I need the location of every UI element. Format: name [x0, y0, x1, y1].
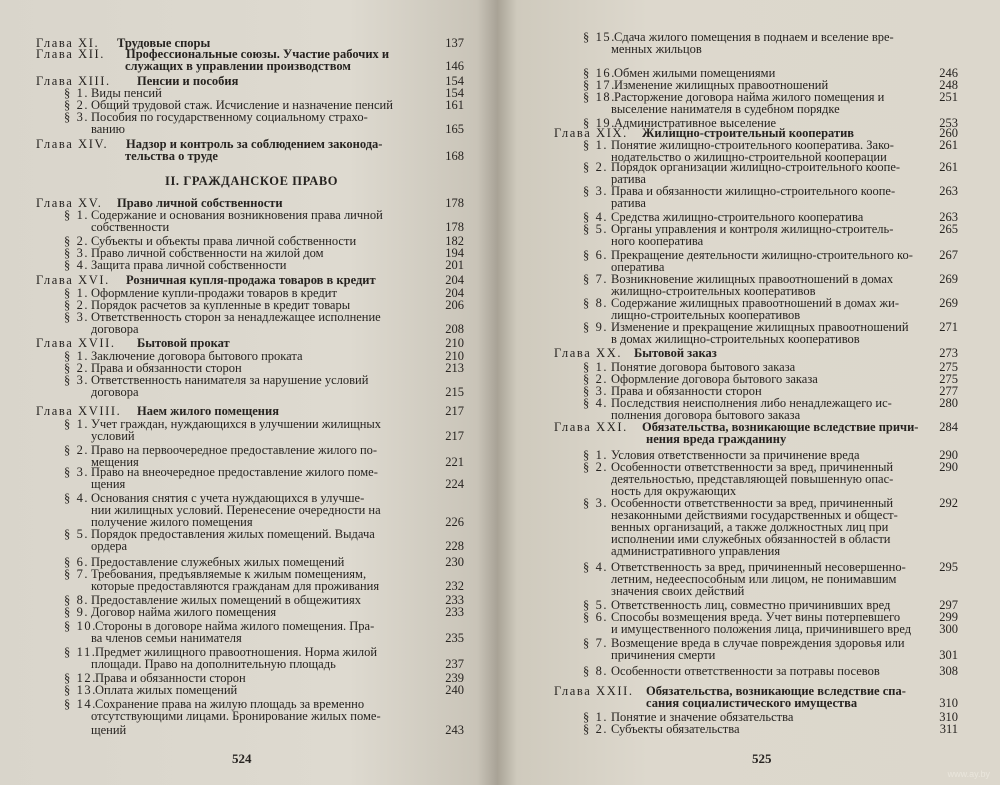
page-reference: 269 — [939, 272, 958, 286]
section-label: § 2. — [64, 443, 90, 457]
entry-title: Право личной собственности на жилой дом — [91, 246, 324, 260]
page-reference: 310 — [939, 710, 958, 724]
entry-title: Ответственность сторон за ненадлежащее исполнение — [91, 310, 381, 324]
page-reference: 261 — [939, 160, 958, 174]
entry-title: Понятие жилищно-строительного кооператива. Зако- — [611, 138, 894, 152]
entry-title: Стороны в договоре найма жилого помещения. Пра- — [95, 619, 375, 633]
entry-title: Предоставление служебных жилых помещений — [91, 555, 345, 569]
page-reference: 235 — [445, 631, 464, 645]
section-label: § 5. — [583, 598, 609, 612]
chapter-label: Глава XVII. — [36, 336, 116, 350]
entry-title: договора — [91, 385, 139, 399]
section-label: § 17. — [583, 78, 616, 92]
entry-title: Розничная купля-продажа товаров в кредит — [126, 273, 376, 287]
entry-title: Понятие договора бытового заказа — [611, 360, 796, 374]
entry-title: Расторжение договора найма жилого помещения и — [614, 90, 885, 104]
entry-title: Ответственность лиц, совместно причинивших вред — [611, 598, 891, 612]
entry-title: которые предоставляются гражданам для проживания — [91, 579, 380, 593]
page-reference: 201 — [445, 258, 464, 272]
toc-entry — [36, 274, 376, 286]
entry-title: Порядок предоставления жилых помещений. Выдача — [91, 527, 375, 541]
entry-title: нии жилищных условий. Перенесение очередности на — [91, 503, 381, 517]
page-reference: 246 — [939, 66, 958, 80]
section-label: § 7. — [64, 567, 90, 581]
entry-title: Субъекты обязательства — [611, 722, 740, 736]
entry-title: щений — [91, 723, 127, 737]
toc-entry — [646, 433, 786, 445]
entry-title: получение жилого помещения — [91, 515, 253, 529]
section-label: § 2. — [64, 361, 90, 375]
entry-title: Сдача жилого помещения в поднаем и вселение вре- — [614, 30, 894, 44]
page-reference: 295 — [939, 560, 958, 574]
entry-title: Заключение договора бытового проката — [91, 349, 303, 363]
toc-entry — [91, 632, 242, 644]
entry-title: Прекращение деятельности жилищно-строительного ко- — [611, 248, 913, 262]
entry-title: Последствия неисполнения либо ненадлежащего ис- — [611, 396, 892, 410]
toc-entry — [64, 606, 276, 618]
entry-title: щения — [91, 477, 126, 491]
toc-entry — [91, 323, 139, 335]
entry-title: мещения — [91, 455, 139, 469]
entry-title: исполнении ими служебных обязанностей в области — [611, 532, 891, 546]
page-reference: 251 — [939, 90, 958, 104]
chapter-label: Глава XIV. — [36, 137, 109, 151]
entry-title: Право на внеочередное предоставление жилого поме- — [91, 465, 378, 479]
section-label: § 7. — [583, 636, 609, 650]
page-reference: 253 — [939, 116, 958, 130]
entry-title: лищно-строительных кооперативов — [611, 308, 801, 322]
entry-title: Органы управления и контроля жилищно-строитель- — [611, 222, 894, 236]
section-label: § 14. — [64, 697, 97, 711]
section-label: § 4. — [583, 396, 609, 410]
entry-title: условий — [91, 429, 135, 443]
entry-title: площади. Право на дополнительную площадь — [91, 657, 336, 671]
section-label: § 1. — [583, 448, 609, 462]
entry-title: договора — [91, 322, 139, 336]
section-label: § 9. — [583, 320, 609, 334]
chapter-label: Глава XVI. — [36, 273, 110, 287]
page-reference: 297 — [939, 598, 958, 612]
entry-title: Содержание и основания возникновения права личной — [91, 208, 383, 222]
toc-entry — [611, 103, 840, 115]
section-label: § 7. — [583, 272, 609, 286]
toc-entry — [64, 259, 286, 271]
page-reference: 308 — [939, 664, 958, 678]
section-label: § 2. — [583, 160, 609, 174]
section-label: § 8. — [583, 664, 609, 678]
page-reference: 217 — [445, 429, 464, 443]
section-label: § 6. — [583, 610, 609, 624]
page-reference: 290 — [939, 448, 958, 462]
section-label: § 4. — [583, 210, 609, 224]
entry-title: административного управления — [611, 544, 781, 558]
entry-title: деятельностью, представляющей повышенную опас- — [611, 472, 894, 486]
page-reference: 232 — [445, 579, 464, 593]
section-label: § 3. — [64, 310, 90, 324]
section-label: § 5. — [64, 527, 90, 541]
chapter-label: Глава XXII. — [554, 684, 634, 698]
entry-title: Жилищно-строительный кооператив — [642, 126, 855, 140]
entry-title: Виды пенсий — [91, 86, 162, 100]
entry-title: Пенсии и пособия — [137, 74, 239, 88]
page-reference: 311 — [939, 722, 958, 736]
section-label: § 15. — [583, 30, 616, 44]
section-label: § 3. — [64, 465, 90, 479]
page-reference: 277 — [939, 384, 958, 398]
page-reference: 204 — [445, 286, 464, 300]
entry-title: Ответственность нанимателя за нарушение условий — [91, 373, 369, 387]
section-label: § 18. — [583, 90, 616, 104]
section-label: § 6. — [64, 555, 90, 569]
page-number-left: 524 — [232, 751, 252, 766]
toc-entry — [36, 337, 230, 349]
section-label: § 1. — [64, 86, 90, 100]
entry-title: причинения смерти — [611, 648, 716, 662]
toc-entry — [611, 585, 744, 597]
entry-title: Предоставление жилых помещений в общежитиях — [91, 593, 362, 607]
page-reference: 260 — [939, 126, 958, 140]
page-reference: 271 — [939, 320, 958, 334]
entry-title: Права и обязанности сторон — [95, 671, 246, 685]
entry-title: Обязательства, возникающие вследствие причи- — [642, 420, 919, 434]
entry-title: ванию — [91, 122, 126, 136]
page-reference: 194 — [445, 246, 464, 260]
section-label: § 2. — [583, 460, 609, 474]
page-reference: 233 — [445, 605, 464, 619]
entry-title: Общий трудовой стаж. Исчисление и назначение пенсий — [91, 98, 393, 112]
section-label: § 3. — [583, 184, 609, 198]
left-page — [0, 0, 497, 785]
page-reference: 301 — [939, 648, 958, 662]
entry-title: Предмет жилищного правоотношения. Норма жилой — [95, 645, 378, 659]
entry-title: Особенности ответственности за вред, причиненный — [611, 460, 894, 474]
entry-title: ного кооператива — [611, 234, 704, 248]
page-reference: 228 — [445, 539, 464, 553]
entry-title: Изменение и прекращение жилищных правоотношений — [611, 320, 909, 334]
entry-title: Порядок расчетов за купленные в кредит товары — [91, 298, 351, 312]
toc-entry — [611, 649, 715, 661]
entry-title: летним, недееспособным или лицом, не понимавшим — [611, 572, 897, 586]
entry-title: Сохранение права на жилую площадь за временно — [95, 697, 365, 711]
toc-entry — [611, 333, 860, 345]
page-reference: 267 — [939, 248, 958, 262]
toc-entry — [91, 386, 139, 398]
entry-title: и имущественного положения лица, причинившего вред — [611, 622, 912, 636]
watermark: www.ay.by — [947, 769, 990, 779]
entry-title: Субъекты и объекты права личной собственности — [91, 234, 357, 248]
entry-title: ратива — [611, 172, 646, 186]
entry-title: Административное выселение — [614, 116, 777, 130]
chapter-label: Глава XIX. — [554, 126, 628, 140]
right-page — [497, 0, 1000, 785]
entry-title: венных организаций, а также должностных лиц при — [611, 520, 889, 534]
entry-title: Особенности ответственности за потравы посевов — [611, 664, 880, 678]
page-reference: 275 — [939, 372, 958, 386]
page-reference: 224 — [445, 477, 464, 491]
entry-title: Оформление договора бытового заказа — [611, 372, 818, 386]
toc-entry — [583, 723, 740, 735]
section-label: § 6. — [583, 248, 609, 262]
entry-title: тельства о труде — [125, 149, 218, 163]
toc-entry — [125, 150, 218, 162]
section-label: § 1. — [583, 360, 609, 374]
page-reference: 168 — [445, 149, 464, 163]
entry-title: Понятие и значение обязательства — [611, 710, 794, 724]
page-reference: 299 — [939, 610, 958, 624]
toc-entry — [64, 684, 237, 696]
page-reference: 206 — [445, 298, 464, 312]
entry-title: нодательство о жилищно-строительной кооперации — [611, 150, 887, 164]
entry-title: собственности — [91, 220, 170, 234]
entry-title: Бытовой прокат — [137, 336, 230, 350]
page-reference: 292 — [939, 496, 958, 510]
entry-title: Обмен жилыми помещениями — [614, 66, 776, 80]
page-reference: 178 — [445, 220, 464, 234]
page-reference: 263 — [939, 184, 958, 198]
entry-title: Особенности ответственности за вред, причиненный — [611, 496, 894, 510]
page-reference: 154 — [445, 86, 464, 100]
entry-title: Оформление купли-продажи товаров в кредит — [91, 286, 337, 300]
entry-title: Условия ответственности за причинение вреда — [611, 448, 860, 462]
entry-title: Требования, предъявляемые к жилым помещениям, — [91, 567, 367, 581]
entry-title: Ответственность за вред, причиненный несовершенно- — [611, 560, 906, 574]
page-reference: 213 — [445, 361, 464, 375]
page-reference: 230 — [445, 555, 464, 569]
chapter-label: Глава XIII. — [36, 74, 111, 88]
page-reference: 217 — [445, 404, 464, 418]
entry-title: Наем жилого помещения — [137, 404, 279, 418]
entry-title: ва членов семьи нанимателя — [91, 631, 242, 645]
toc-entry — [91, 540, 127, 552]
page-reference: 265 — [939, 222, 958, 236]
section-label: § 19. — [583, 116, 616, 130]
entry-title: Изменение жилищных правоотношений — [614, 78, 829, 92]
entry-title: Профессиональные союзы. Участие рабочих и — [126, 47, 390, 61]
page-reference: 284 — [939, 420, 958, 434]
toc-entry — [646, 697, 857, 709]
page-reference: 161 — [445, 98, 464, 112]
page-reference: 275 — [939, 360, 958, 374]
entry-title: Права и обязанности сторон — [611, 384, 762, 398]
page-reference: 239 — [445, 671, 464, 685]
entry-title: Учет граждан, нуждающихся в улучшении жилищных — [91, 417, 382, 431]
page-reference: 215 — [445, 385, 464, 399]
entry-title: Права и обязанности сторон — [91, 361, 242, 375]
section-label: § 3. — [64, 246, 90, 260]
entry-title: ратива — [611, 196, 646, 210]
entry-title: служащих в управлении производством — [125, 59, 351, 73]
section-label: § 3. — [583, 384, 609, 398]
toc-entry — [91, 430, 135, 442]
entry-title: полнения договора бытового заказа — [611, 408, 801, 422]
entry-title: значения своих действий — [611, 584, 745, 598]
page-reference: 263 — [939, 210, 958, 224]
page-reference: 300 — [939, 622, 958, 636]
entry-title: Право на первоочередное предоставление жилого по- — [91, 443, 378, 457]
section-label: § 3. — [64, 373, 90, 387]
section-label: § 1. — [583, 710, 609, 724]
entry-title: ность для окружающих — [611, 484, 737, 498]
section-label: § 3. — [64, 110, 90, 124]
chapter-label: Глава XXI. — [554, 420, 628, 434]
chapter-label: Глава XX. — [554, 346, 623, 360]
page-reference: 226 — [445, 515, 464, 529]
section-label: § 1. — [64, 349, 90, 363]
entry-title: оператива — [611, 260, 665, 274]
entry-title: Право личной собственности — [117, 196, 283, 210]
entry-title: Порядок организации жилищно-строительного коопе- — [611, 160, 901, 174]
toc-entry — [91, 580, 379, 592]
section-label: § 2. — [64, 234, 90, 248]
section-label: § 9. — [64, 605, 90, 619]
chapter-label: Глава XV. — [36, 196, 103, 210]
page-reference: 178 — [445, 196, 464, 210]
page-reference: 280 — [939, 396, 958, 410]
entry-title: Оплата жилых помещений — [95, 683, 238, 697]
section-label: § 12. — [64, 671, 97, 685]
section-label: § 4. — [64, 491, 90, 505]
page-reference: 240 — [445, 683, 464, 697]
entry-title: в домах жилищно-строительных кооперативов — [611, 332, 860, 346]
entry-title: менных жильцов — [611, 42, 702, 56]
entry-title: Возмещение вреда в случае повреждения здоровья или — [611, 636, 905, 650]
entry-title: Способы возмещения вреда. Учет вины потерпевшего — [611, 610, 901, 624]
section-label: § 2. — [64, 98, 90, 112]
entry-title: сания социалистического имущества — [646, 696, 858, 710]
section-label: § 1. — [583, 138, 609, 152]
page-reference: 248 — [939, 78, 958, 92]
section-label: § 8. — [64, 593, 90, 607]
page-reference: 243 — [445, 723, 464, 737]
toc-entry — [611, 545, 780, 557]
section-label: § 1. — [64, 417, 90, 431]
toc-entry — [91, 123, 125, 135]
page-reference: 233 — [445, 593, 464, 607]
toc-entry — [554, 347, 717, 359]
toc-entry — [91, 478, 125, 490]
page-reference: 146 — [445, 59, 464, 73]
entry-title: Основания снятия с учета нуждающихся в улучше- — [91, 491, 365, 505]
section-heading: II. ГРАЖДАНСКОЕ ПРАВО — [165, 174, 339, 188]
toc-entry — [125, 60, 351, 72]
section-label: § 5. — [583, 222, 609, 236]
toc-entry — [91, 710, 381, 722]
chapter-label: Глава XI. — [36, 36, 100, 50]
entry-title: Обязательства, возникающие вследствие спа- — [646, 684, 906, 698]
page-reference: 290 — [939, 460, 958, 474]
section-label: § 8. — [583, 296, 609, 310]
page-reference: 273 — [939, 346, 958, 360]
entry-title: Надзор и контроль за соблюдением законода- — [126, 137, 383, 151]
page-reference: 237 — [445, 657, 464, 671]
page-number-right: 525 — [752, 751, 772, 766]
page-reference: 137 — [445, 36, 464, 50]
entry-title: жилищно-строительных кооперативов — [611, 284, 816, 298]
entry-title: Защита права личной собственности — [91, 258, 287, 272]
entry-title: Договор найма жилого помещения — [91, 605, 277, 619]
page-reference: 310 — [939, 696, 958, 710]
page-reference: 204 — [445, 273, 464, 287]
section-label: § 4. — [583, 560, 609, 574]
toc-entry — [91, 658, 336, 670]
section-label: § 11. — [64, 645, 97, 659]
chapter-label: Глава XII. — [36, 47, 105, 61]
toc-entry — [583, 665, 880, 677]
toc-entry — [91, 221, 169, 233]
page-reference: 210 — [445, 336, 464, 350]
entry-title: Возникновение жилищных правоотношений в домах — [611, 272, 894, 286]
toc-entry — [611, 623, 911, 635]
entry-title: Содержание жилищных правоотношений в домах жи- — [611, 296, 900, 310]
toc-entry — [611, 197, 646, 209]
toc-entry — [91, 724, 126, 736]
section-label: § 1. — [64, 208, 90, 222]
entry-title: выселение нанимателя в судебном порядке — [611, 102, 840, 116]
section-label: § 10. — [64, 619, 97, 633]
page-reference: 182 — [445, 234, 464, 248]
page-reference: 154 — [445, 74, 464, 88]
entry-title: отсутствующими лицами. Бронирование жилых поме- — [91, 709, 381, 723]
section-label: § 4. — [64, 258, 90, 272]
entry-title: Трудовые споры — [117, 36, 211, 50]
section-label: § 1. — [64, 286, 90, 300]
page-reference: 208 — [445, 322, 464, 336]
page-reference: 210 — [445, 349, 464, 363]
section-label: § 2. — [583, 372, 609, 386]
page-reference: 165 — [445, 122, 464, 136]
entry-title: Пособия по государственному социальному страхо- — [91, 110, 368, 124]
entry-title: Средства жилищно-строительного кооператива — [611, 210, 864, 224]
section-label: § 13. — [64, 683, 97, 697]
page-reference: 221 — [445, 455, 464, 469]
section-label: § 2. — [64, 298, 90, 312]
entry-title: ордера — [91, 539, 128, 553]
section-label: § 2. — [583, 722, 609, 736]
toc-entry — [36, 405, 279, 417]
entry-title: Права и обязанности жилищно-строительного коопе- — [611, 184, 896, 198]
chapter-label: Глава XVIII. — [36, 404, 122, 418]
section-label: § 3. — [583, 496, 609, 510]
entry-title: Бытовой заказ — [634, 346, 717, 360]
page-reference: 261 — [939, 138, 958, 152]
toc-entry — [611, 43, 702, 55]
page-reference: 269 — [939, 296, 958, 310]
toc-entry — [611, 235, 703, 247]
entry-title: незаконными действиями государственных и общест- — [611, 508, 898, 522]
entry-title: нения вреда гражданину — [646, 432, 787, 446]
section-label: § 16. — [583, 66, 616, 80]
